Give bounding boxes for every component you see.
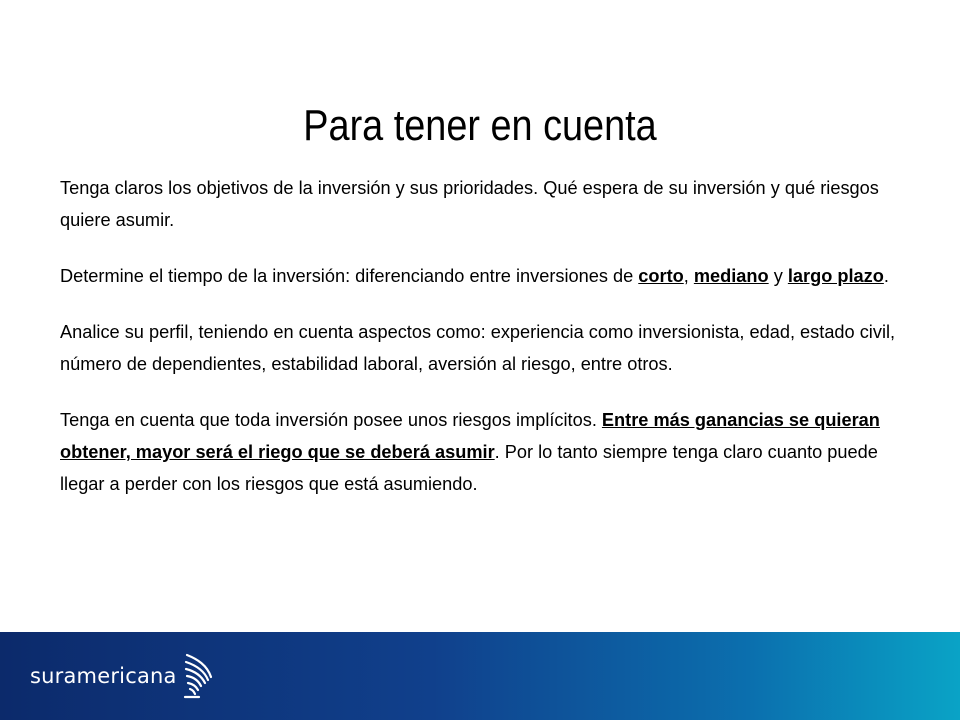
- slide-body: [60, 172, 910, 500]
- risk-intro: Tenga en cuenta que toda inversión posee unos riesgos implícitos.: [60, 410, 602, 430]
- separator-1: ,: [683, 266, 694, 286]
- sura-wings-icon: [183, 651, 217, 701]
- paragraph-objectives: Tenga claros los objetivos de la inversión y sus prioridades. Qué espera de su inversión y qué riesgos quiere asumir.: [60, 178, 879, 230]
- risk-conclusion: . Por lo tanto siempre tenga claro cuanto puede llegar a perder con los riesgos que está asumiendo.: [60, 442, 878, 494]
- term-corto: corto: [638, 266, 684, 286]
- term-mediano: mediano: [693, 266, 769, 286]
- paragraph-risk: [60, 404, 910, 500]
- logo-wordmark: suramericana: [30, 664, 177, 688]
- separator-2: y: [768, 266, 788, 286]
- slide-title: Para tener en cuenta: [303, 101, 657, 150]
- term-largo-plazo: largo plazo: [787, 266, 884, 286]
- risk-emphasis: Entre más ganancias se quieran obtener, mayor será el riego que se deberá asumir: [60, 410, 880, 462]
- time-horizon-intro: Determine el tiempo de la inversión: diferenciando entre inversiones de: [60, 266, 639, 286]
- period: .: [883, 266, 889, 286]
- paragraph-profile: Analice su perfil, teniendo en cuenta aspectos como: experiencia como inversionista, edad, estado civil, número de dependientes, estabilidad laboral, aversión al riesgo, entre otros.: [60, 322, 896, 374]
- suramericana-logo: [30, 650, 217, 702]
- paragraph-time-horizon: [60, 260, 910, 292]
